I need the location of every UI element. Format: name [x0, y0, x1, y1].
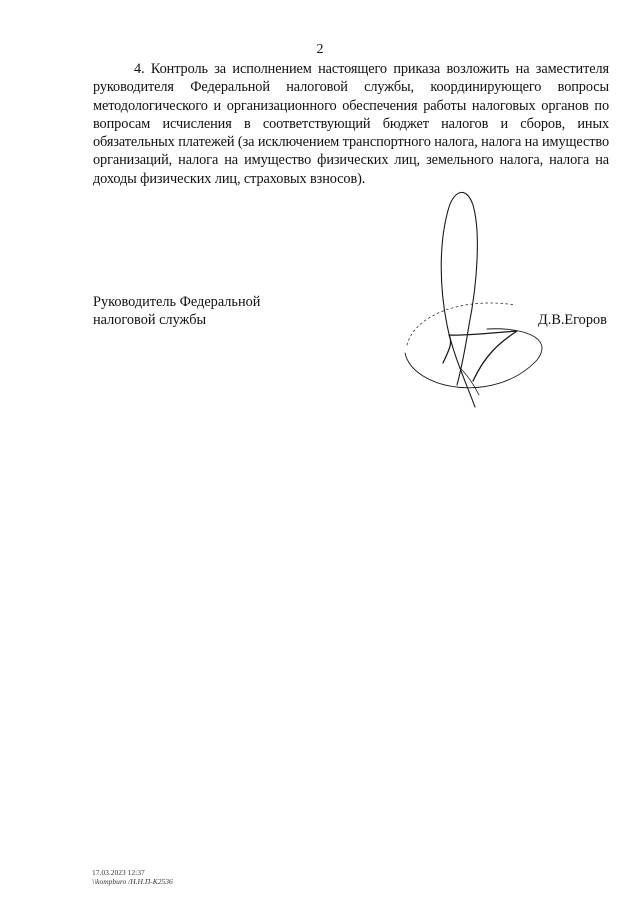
page-number: 2: [316, 42, 324, 57]
footer-file-reference: \\kompburo /Н.Н.П-К2536: [92, 877, 173, 886]
signature-loop-stroke: [441, 192, 477, 407]
signature-small-flick: [461, 369, 479, 395]
signatory-position-line-1: Руководитель Федеральной: [93, 294, 261, 310]
signature-flag-stroke: [443, 331, 517, 381]
signatory-name: Д.В.Егоров: [538, 312, 607, 328]
signature-tail-stroke: [407, 303, 515, 345]
order-paragraph-4: 4. Контроль за исполнением настоящего приказа возложить на заместителя руководителя Федеральной налоговой службы, координирующего вопросы методологического и организационного обеспечения работы налоговых органов по вопросам исчисления в соответствующий бюджет налогов и сборов, иных обязательных платежей (за исключением транспортного налога, налога на имущество организаций, налога на имущество физических лиц, земельного налога, налога на доходы физических лиц, страховых взносов).: [93, 61, 609, 187]
signatory-position: [93, 293, 260, 329]
footer-stamp: [92, 868, 173, 886]
handwritten-signature-icon: [395, 185, 555, 410]
signatory-position-line-2: налоговой службы: [93, 312, 207, 328]
footer-timestamp: 17.03.2023 12:37: [92, 868, 145, 877]
